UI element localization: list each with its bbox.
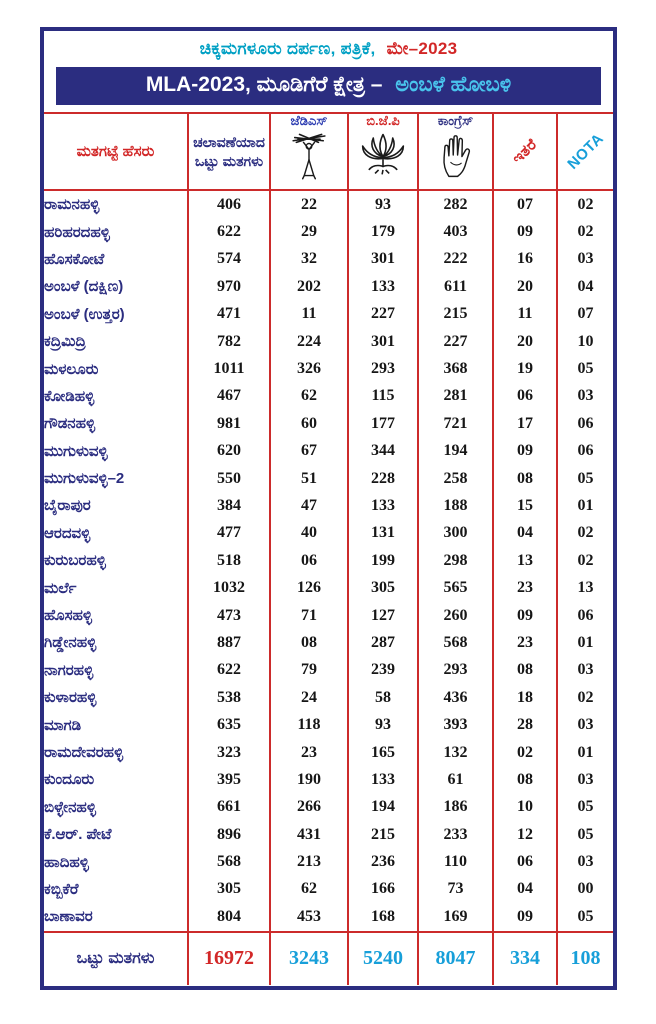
vote-count-cell: 301 <box>348 246 418 273</box>
vote-count-cell: 10 <box>557 328 613 355</box>
vote-count-cell: 293 <box>348 355 418 382</box>
vote-count-cell: 132 <box>418 739 493 766</box>
bjp-label: ಬಿ.ಜೆ.ಪಿ <box>366 113 400 128</box>
vote-count-cell: 05 <box>557 903 613 931</box>
vote-count-cell: 215 <box>418 301 493 328</box>
vote-count-cell: 01 <box>557 629 613 656</box>
vote-count-cell: 661 <box>188 794 270 821</box>
vote-count-cell: 17 <box>493 410 557 437</box>
vote-count-cell: 436 <box>418 684 493 711</box>
vote-count-cell: 804 <box>188 903 270 931</box>
header-nota <box>557 113 613 190</box>
vote-count-cell: 550 <box>188 465 270 492</box>
station-name-cell: ಮಾಗಡಿ <box>44 716 82 734</box>
station-name-cell: ಕದ್ರಿಮಿದ್ರಿ <box>44 333 86 351</box>
vote-count-cell: 03 <box>557 246 613 273</box>
vote-count-cell: 02 <box>557 520 613 547</box>
station-name-cell: ಬೈರಾಪುರ <box>44 497 91 515</box>
vote-count-cell: 467 <box>188 383 270 410</box>
vote-count-cell: 1032 <box>188 574 270 601</box>
station-name-cell: ರಾಮದೇವರಹಳ್ಳಿ <box>44 744 124 761</box>
header-others <box>493 113 557 190</box>
station-name-cell: ಕಬ್ಬಿಕೆರೆ <box>44 880 79 898</box>
table-row <box>44 903 613 931</box>
station-name-cell: ಹೊಸಕೋಟೆ <box>44 250 105 268</box>
vote-count-cell: 32 <box>270 246 348 273</box>
vote-count-cell: 05 <box>557 794 613 821</box>
vote-count-cell: 03 <box>557 383 613 410</box>
vote-count-cell: 06 <box>557 438 613 465</box>
vote-count-cell: 115 <box>348 383 418 410</box>
nota-label: NOTA <box>564 129 607 173</box>
station-name-cell: ಮಳಲೂರು <box>44 360 99 378</box>
vote-count-cell: 165 <box>348 739 418 766</box>
masthead-date: ಮೇ–2023 <box>386 39 458 58</box>
vote-count-cell: 133 <box>348 273 418 300</box>
station-name-cell: ಮುಗುಳುವಳ್ಳಿ <box>44 442 108 460</box>
vote-count-cell: 04 <box>493 520 557 547</box>
vote-count-cell: 622 <box>188 218 270 245</box>
vote-count-cell: 305 <box>348 574 418 601</box>
table-row <box>44 629 613 656</box>
vote-count-cell: 574 <box>188 246 270 273</box>
vote-count-cell: 281 <box>418 383 493 410</box>
vote-count-cell: 568 <box>188 848 270 875</box>
vote-count-cell: 133 <box>348 492 418 519</box>
station-name-cell: ಹಾದಿಹಳ್ಳಿ <box>44 853 89 871</box>
vote-count-cell: 190 <box>270 766 348 793</box>
vote-count-cell: 23 <box>270 739 348 766</box>
station-name-cell: ಕುಂದೂರು <box>44 771 95 789</box>
vote-count-cell: 04 <box>493 876 557 903</box>
table-row <box>44 383 613 410</box>
banner-title: MLA-2023, ಮೂಡಿಗೆರೆ ಕ್ಷೇತ್ರ – <box>145 73 383 96</box>
vote-count-cell: 473 <box>188 602 270 629</box>
vote-count-cell: 293 <box>418 657 493 684</box>
header-station: ಮತಗಟ್ಟೆ ಹೆಸರು <box>44 113 188 190</box>
vote-count-cell: 06 <box>557 410 613 437</box>
station-name-cell: ನಾಗರಹಳ್ಳಿ <box>44 661 94 679</box>
header-congress <box>418 113 493 190</box>
vote-count-cell: 228 <box>348 465 418 492</box>
vote-count-cell: 298 <box>418 547 493 574</box>
vote-count-cell: 896 <box>188 821 270 848</box>
vote-count-cell: 06 <box>493 848 557 875</box>
table-row <box>44 574 613 601</box>
vote-count-cell: 227 <box>418 328 493 355</box>
vote-count-cell: 51 <box>270 465 348 492</box>
jds-farmer-woman-carrying-paddy-icon <box>290 129 328 181</box>
vote-count-cell: 05 <box>557 465 613 492</box>
vote-count-cell: 224 <box>270 328 348 355</box>
congress-open-hand-icon <box>437 129 475 181</box>
vote-count-cell: 93 <box>348 190 418 218</box>
table-row <box>44 520 613 547</box>
totals-row <box>44 932 613 985</box>
vote-count-cell: 08 <box>270 629 348 656</box>
table-row <box>44 492 613 519</box>
vote-count-cell: 620 <box>188 438 270 465</box>
vote-count-cell: 61 <box>418 766 493 793</box>
others-label: ಇತರೆ <box>509 135 541 167</box>
table-row <box>44 273 613 300</box>
table-row <box>44 190 613 218</box>
vote-count-cell: 03 <box>557 766 613 793</box>
vote-count-cell: 11 <box>493 301 557 328</box>
header-total-votes: ಚಲಾವಣೆಯಾದ ಒಟ್ಟು ಮತಗಳು <box>188 113 270 190</box>
vote-count-cell: 239 <box>348 657 418 684</box>
table-row <box>44 848 613 875</box>
vote-count-cell: 03 <box>557 711 613 738</box>
vote-count-cell: 02 <box>557 218 613 245</box>
vote-count-cell: 07 <box>557 301 613 328</box>
results-table <box>44 112 613 985</box>
masthead-title: ಚಿಕ್ಕಮಗಳೂರು ದರ್ಪಣ, ಪತ್ರಿಕೆ, <box>199 39 376 58</box>
vote-count-cell: 233 <box>418 821 493 848</box>
vote-count-cell: 344 <box>348 438 418 465</box>
station-name-cell: ಕುರುಬರಹಳ್ಳಿ <box>44 552 106 570</box>
vote-count-cell: 47 <box>270 492 348 519</box>
vote-count-cell: 1011 <box>188 355 270 382</box>
table-row <box>44 328 613 355</box>
vote-count-cell: 13 <box>493 547 557 574</box>
station-name-cell: ಕೋಡಿಹಳ್ಳಿ <box>44 387 95 405</box>
vote-count-cell: 20 <box>493 273 557 300</box>
vote-count-cell: 12 <box>493 821 557 848</box>
vote-count-cell: 477 <box>188 520 270 547</box>
others-total: 334 <box>493 932 557 985</box>
vote-count-cell: 227 <box>348 301 418 328</box>
vote-count-cell: 393 <box>418 711 493 738</box>
station-name-cell: ಅಂಬಳೆ (ದಕ್ಷಿಣ) <box>44 278 124 296</box>
table-row <box>44 766 613 793</box>
vote-count-cell: 384 <box>188 492 270 519</box>
vote-count-cell: 40 <box>270 520 348 547</box>
vote-count-cell: 126 <box>270 574 348 601</box>
vote-count-cell: 03 <box>557 848 613 875</box>
vote-count-cell: 282 <box>418 190 493 218</box>
vote-count-cell: 194 <box>418 438 493 465</box>
vote-count-cell: 323 <box>188 739 270 766</box>
vote-count-cell: 15 <box>493 492 557 519</box>
vote-count-cell: 93 <box>348 711 418 738</box>
station-name-cell: ಬಿಳ್ಳೇನಹಳ್ಳಿ <box>44 798 96 816</box>
grand-total-votes: 16972 <box>188 932 270 985</box>
jds-label: ಜೆಡಿಎಸ್ <box>290 113 328 128</box>
vote-count-cell: 258 <box>418 465 493 492</box>
vote-count-cell: 09 <box>493 438 557 465</box>
header-bjp <box>348 113 418 190</box>
vote-count-cell: 23 <box>493 629 557 656</box>
bjp-lotus-icon <box>360 129 406 179</box>
table-row <box>44 602 613 629</box>
vote-count-cell: 326 <box>270 355 348 382</box>
vote-count-cell: 13 <box>557 574 613 601</box>
table-row <box>44 218 613 245</box>
vote-count-cell: 538 <box>188 684 270 711</box>
title-banner <box>56 67 601 105</box>
vote-count-cell: 301 <box>348 328 418 355</box>
vote-count-cell: 202 <box>270 273 348 300</box>
station-name-cell: ಗಿಡ್ಡೇನಹಳ್ಳಿ <box>44 634 97 652</box>
vote-count-cell: 127 <box>348 602 418 629</box>
vote-count-cell: 28 <box>493 711 557 738</box>
vote-count-cell: 01 <box>557 492 613 519</box>
vote-count-cell: 79 <box>270 657 348 684</box>
vote-count-cell: 166 <box>348 876 418 903</box>
vote-count-cell: 300 <box>418 520 493 547</box>
vote-count-cell: 406 <box>188 190 270 218</box>
vote-count-cell: 10 <box>493 794 557 821</box>
table-row <box>44 739 613 766</box>
vote-count-cell: 73 <box>418 876 493 903</box>
table-row <box>44 246 613 273</box>
vote-count-cell: 03 <box>557 657 613 684</box>
vote-count-cell: 58 <box>348 684 418 711</box>
vote-count-cell: 71 <box>270 602 348 629</box>
vote-count-cell: 471 <box>188 301 270 328</box>
vote-count-cell: 133 <box>348 766 418 793</box>
vote-count-cell: 00 <box>557 876 613 903</box>
vote-count-cell: 02 <box>493 739 557 766</box>
vote-count-cell: 266 <box>270 794 348 821</box>
vote-count-cell: 194 <box>348 794 418 821</box>
vote-count-cell: 611 <box>418 273 493 300</box>
vote-count-cell: 04 <box>557 273 613 300</box>
table-row <box>44 355 613 382</box>
vote-count-cell: 782 <box>188 328 270 355</box>
vote-count-cell: 568 <box>418 629 493 656</box>
vote-count-cell: 09 <box>493 903 557 931</box>
header-row <box>44 113 613 190</box>
vote-count-cell: 05 <box>557 355 613 382</box>
vote-count-cell: 05 <box>557 821 613 848</box>
vote-count-cell: 62 <box>270 383 348 410</box>
header-jds <box>270 113 348 190</box>
vote-count-cell: 06 <box>270 547 348 574</box>
station-name-cell: ಕೆ.ಆರ್. ಪೇಟೆ <box>44 826 112 844</box>
vote-count-cell: 60 <box>270 410 348 437</box>
vote-count-cell: 981 <box>188 410 270 437</box>
congress-label: ಕಾಂಗ್ರೆಸ್ <box>437 113 474 128</box>
vote-count-cell: 11 <box>270 301 348 328</box>
vote-count-cell: 518 <box>188 547 270 574</box>
station-name-cell: ಹರಿಹರದಹಳ್ಳಿ <box>44 223 110 241</box>
jds-total: 3243 <box>270 932 348 985</box>
table-row <box>44 547 613 574</box>
station-name-cell: ಗೌಡನಹಳ್ಳಿ <box>44 415 96 433</box>
vote-count-cell: 186 <box>418 794 493 821</box>
vote-count-cell: 169 <box>418 903 493 931</box>
vote-count-cell: 179 <box>348 218 418 245</box>
vote-count-cell: 635 <box>188 711 270 738</box>
vote-count-cell: 20 <box>493 328 557 355</box>
table-row <box>44 711 613 738</box>
vote-count-cell: 395 <box>188 766 270 793</box>
vote-count-cell: 18 <box>493 684 557 711</box>
station-name-cell: ಕುಳಾರಹಳ್ಳಿ <box>44 689 97 707</box>
table-row <box>44 465 613 492</box>
vote-count-cell: 368 <box>418 355 493 382</box>
vote-count-cell: 02 <box>557 547 613 574</box>
vote-count-cell: 22 <box>270 190 348 218</box>
station-name-cell: ಅಂಬಳೆ (ಉತ್ತರ) <box>44 305 125 323</box>
vote-count-cell: 110 <box>418 848 493 875</box>
vote-count-cell: 188 <box>418 492 493 519</box>
vote-count-cell: 67 <box>270 438 348 465</box>
station-name-cell: ರಾಮನಹಳ್ಳಿ <box>44 196 100 214</box>
vote-count-cell: 721 <box>418 410 493 437</box>
vote-count-cell: 06 <box>493 383 557 410</box>
vote-count-cell: 177 <box>348 410 418 437</box>
congress-total: 8047 <box>418 932 493 985</box>
vote-count-cell: 168 <box>348 903 418 931</box>
vote-count-cell: 287 <box>348 629 418 656</box>
vote-count-cell: 08 <box>493 657 557 684</box>
banner-hobli: ಅಂಬಳೆ ಹೋಬಳಿ <box>395 73 512 96</box>
vote-count-cell: 29 <box>270 218 348 245</box>
vote-count-cell: 02 <box>557 190 613 218</box>
vote-count-cell: 06 <box>557 602 613 629</box>
vote-count-cell: 970 <box>188 273 270 300</box>
station-name-cell: ಹೊಸಹಳ್ಳಿ <box>44 607 93 625</box>
vote-count-cell: 260 <box>418 602 493 629</box>
results-card <box>40 27 617 990</box>
vote-count-cell: 236 <box>348 848 418 875</box>
table-row <box>44 821 613 848</box>
vote-count-cell: 02 <box>557 684 613 711</box>
vote-count-cell: 887 <box>188 629 270 656</box>
vote-count-cell: 403 <box>418 218 493 245</box>
vote-count-cell: 431 <box>270 821 348 848</box>
vote-count-cell: 213 <box>270 848 348 875</box>
station-name-cell: ಬಾಣಾವರ <box>44 908 93 926</box>
station-name-cell: ಮುಗುಳುವಳ್ಳಿ–2 <box>44 470 125 488</box>
vote-count-cell: 622 <box>188 657 270 684</box>
table-row <box>44 876 613 903</box>
vote-count-cell: 08 <box>493 465 557 492</box>
totals-label: ಒಟ್ಟು ಮತಗಳು <box>44 932 188 985</box>
vote-count-cell: 118 <box>270 711 348 738</box>
table-row <box>44 684 613 711</box>
vote-count-cell: 199 <box>348 547 418 574</box>
nota-total: 108 <box>557 932 613 985</box>
vote-count-cell: 19 <box>493 355 557 382</box>
vote-count-cell: 07 <box>493 190 557 218</box>
vote-count-cell: 08 <box>493 766 557 793</box>
vote-count-cell: 131 <box>348 520 418 547</box>
vote-count-cell: 565 <box>418 574 493 601</box>
vote-count-cell: 23 <box>493 574 557 601</box>
masthead <box>44 31 613 59</box>
vote-count-cell: 222 <box>418 246 493 273</box>
vote-count-cell: 24 <box>270 684 348 711</box>
vote-count-cell: 215 <box>348 821 418 848</box>
station-name-cell: ಆರದವಳ್ಳಿ <box>44 524 91 542</box>
table-row <box>44 301 613 328</box>
vote-count-cell: 16 <box>493 246 557 273</box>
table-row <box>44 657 613 684</box>
table-body <box>44 190 613 932</box>
vote-count-cell: 09 <box>493 218 557 245</box>
table-row <box>44 794 613 821</box>
vote-count-cell: 01 <box>557 739 613 766</box>
vote-count-cell: 62 <box>270 876 348 903</box>
station-name-cell: ಮರ್ಲೆ <box>44 579 77 597</box>
vote-count-cell: 305 <box>188 876 270 903</box>
vote-count-cell: 09 <box>493 602 557 629</box>
bjp-total: 5240 <box>348 932 418 985</box>
vote-count-cell: 453 <box>270 903 348 931</box>
table-row <box>44 410 613 437</box>
table-row <box>44 438 613 465</box>
